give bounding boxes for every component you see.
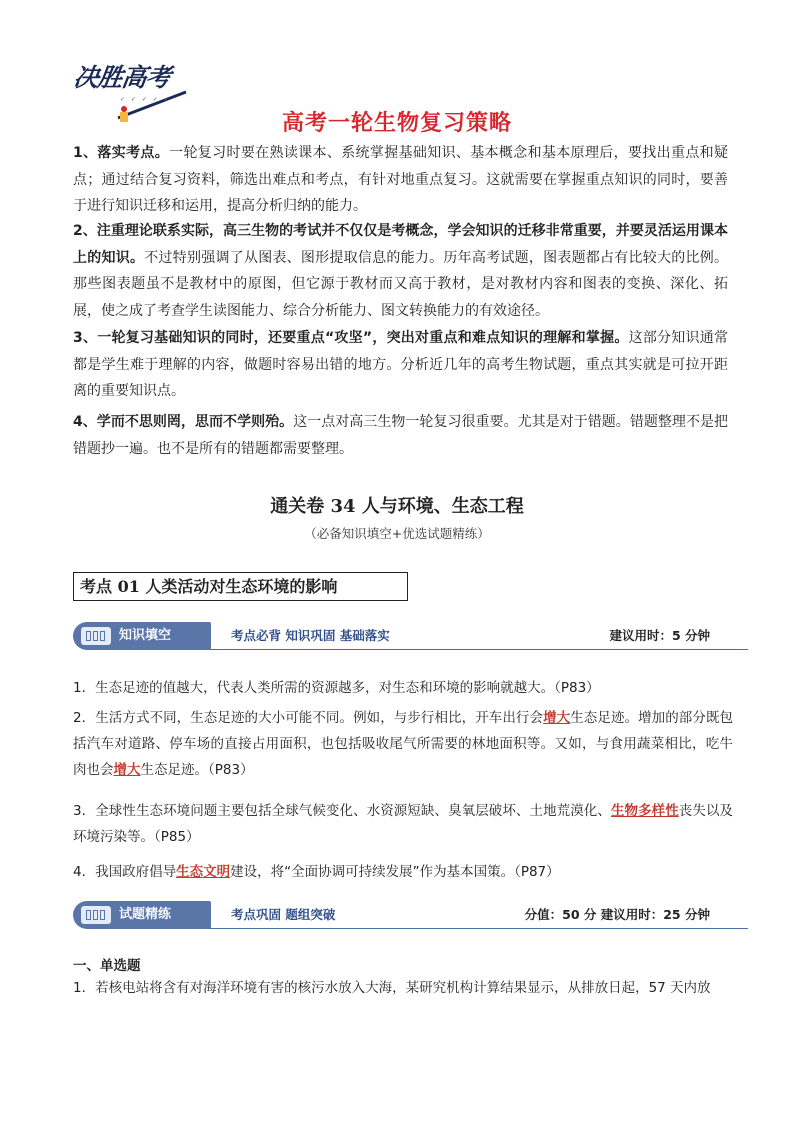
- item-answer: 增大: [113, 762, 141, 778]
- single-choice-heading: 一、单选题: [73, 958, 141, 974]
- item-text: 丧失以及环境污染等。（P85）: [73, 803, 734, 845]
- kaodian-heading: 考点 01 人类活动对生态环境的影响: [73, 572, 408, 601]
- item-text: 建设，将“全面协调可持续发展”作为基本国策。（P87）: [230, 864, 560, 880]
- strategy-3: [73, 325, 728, 405]
- practice-score-time: 分值：50 分 建议用时：25 分钟: [524, 907, 710, 922]
- item-text: 2．生活方式不同，生态足迹的大小可能不同。例如，与步行相比，开车出行会: [73, 710, 544, 726]
- logo-text: 决胜高考: [71, 63, 172, 92]
- practice-tab: [73, 901, 211, 929]
- strategy-4: [73, 409, 728, 462]
- item-text: 3．全球性生态环境问题主要包括全球气候变化、水资源短缺、臭氧层破坏、土地荒漠化、: [73, 803, 611, 819]
- banner-divider: [193, 928, 748, 929]
- strategy-text: 这一点对高三生物一轮复习很重要。尤其是对于错题。错题整理不是把错题抄一遍。也不是所有的错题都需要整理。: [73, 414, 729, 457]
- book-icon: [81, 906, 111, 924]
- item-text: 生态足迹。增加的部分既包括汽车对道路、停车场的直接占用面积，也包括吸收尾气所需要的林地面积等。又如，与食用蔬菜相比，吃牛肉也会: [73, 710, 734, 778]
- fill-item-2: [73, 705, 733, 783]
- knowledge-suggested-time: 建议用时：5 分钟: [609, 628, 710, 643]
- practice-tab-label: 试题精练: [119, 907, 172, 922]
- strategy-lead: 4、学而不思则罔，思而不学则殆。: [73, 414, 294, 430]
- banner-divider: [193, 649, 748, 650]
- book-icon: [81, 627, 111, 645]
- fill-item-1: [73, 675, 733, 701]
- strategy-1: [73, 140, 728, 220]
- logo-tagline: ✓ ✓ ✓ ✓ ✓: [120, 96, 171, 103]
- strategy-lead: 3、一轮复习基础知识的同时，还要重点“攻坚”，突出对重点和难点知识的理解和掌握。: [73, 330, 629, 346]
- practice-banner-subtitle: 考点巩固 题组突破: [231, 907, 336, 922]
- item-answer: 增大: [543, 710, 571, 726]
- section-subtitle: （必备知识填空+优选试题精练）: [304, 526, 490, 541]
- fill-item-3: [73, 798, 733, 850]
- knowledge-tab-label: 知识填空: [119, 628, 172, 643]
- item-answer: 生态文明: [176, 864, 231, 880]
- practice-banner: [73, 901, 748, 931]
- strategy-2: [73, 218, 728, 324]
- item-answer: 生物多样性: [610, 803, 679, 819]
- item-text: 1．生态足迹的值越大，代表人类所需的资源越多，对生态和环境的影响就越大。（P83）: [73, 680, 600, 696]
- strategy-lead: 1、落实考点。: [73, 145, 170, 161]
- section-title: 通关卷 34 人与环境、生态工程: [270, 496, 524, 517]
- knowledge-banner: [73, 622, 748, 652]
- item-text: 4．我国政府倡导: [73, 864, 177, 880]
- item-text: 生态足迹。（P83）: [140, 762, 254, 778]
- knowledge-tab: [73, 622, 211, 650]
- fill-item-4: [73, 859, 733, 885]
- strategy-lead: 2、注重理论联系实际，高三生物的考试并不仅仅是考概念，学会知识的迁移非常重要，并要灵活运用课本上的知识。: [73, 223, 728, 266]
- question-1: 1．若核电站将含有对海洋环境有害的核污水放入大海，某研究机构计算结果显示，从排放日起，57 天内放: [73, 980, 711, 996]
- main-title: 高考一轮生物复习策略: [281, 111, 512, 136]
- strategy-text: 不过特别强调了从图表、图形提取信息的能力。历年高考试题，图表题都占有比较大的比例。那些图表题虽不是教材中的原图，但它源于教材而又高于教材，是对教材内容和图表的变换、深化、拓展，使之成了考查学生读图能力、综合分析能力、图文转换能力的有效途径。: [73, 249, 729, 319]
- strategy-text: 一轮复习时要在熟读课本、系统掌握基础知识、基本概念和基本原理后，要找出重点和疑点；通过结合复习资料，筛选出难点和考点，有针对地重点复习。这就需要在掌握重点知识的同时，要善于进行知识迁移和运用，提高分析归纳的能力。: [73, 145, 729, 214]
- knowledge-banner-subtitle: 考点必背 知识巩固 基础落实: [231, 628, 390, 643]
- strategy-text: 这部分知识通常都是学生难于理解的内容，做题时容易出错的地方。分析近几年的高考生物试题，重点其实就是可拉开距离的重要知识点。: [73, 330, 728, 399]
